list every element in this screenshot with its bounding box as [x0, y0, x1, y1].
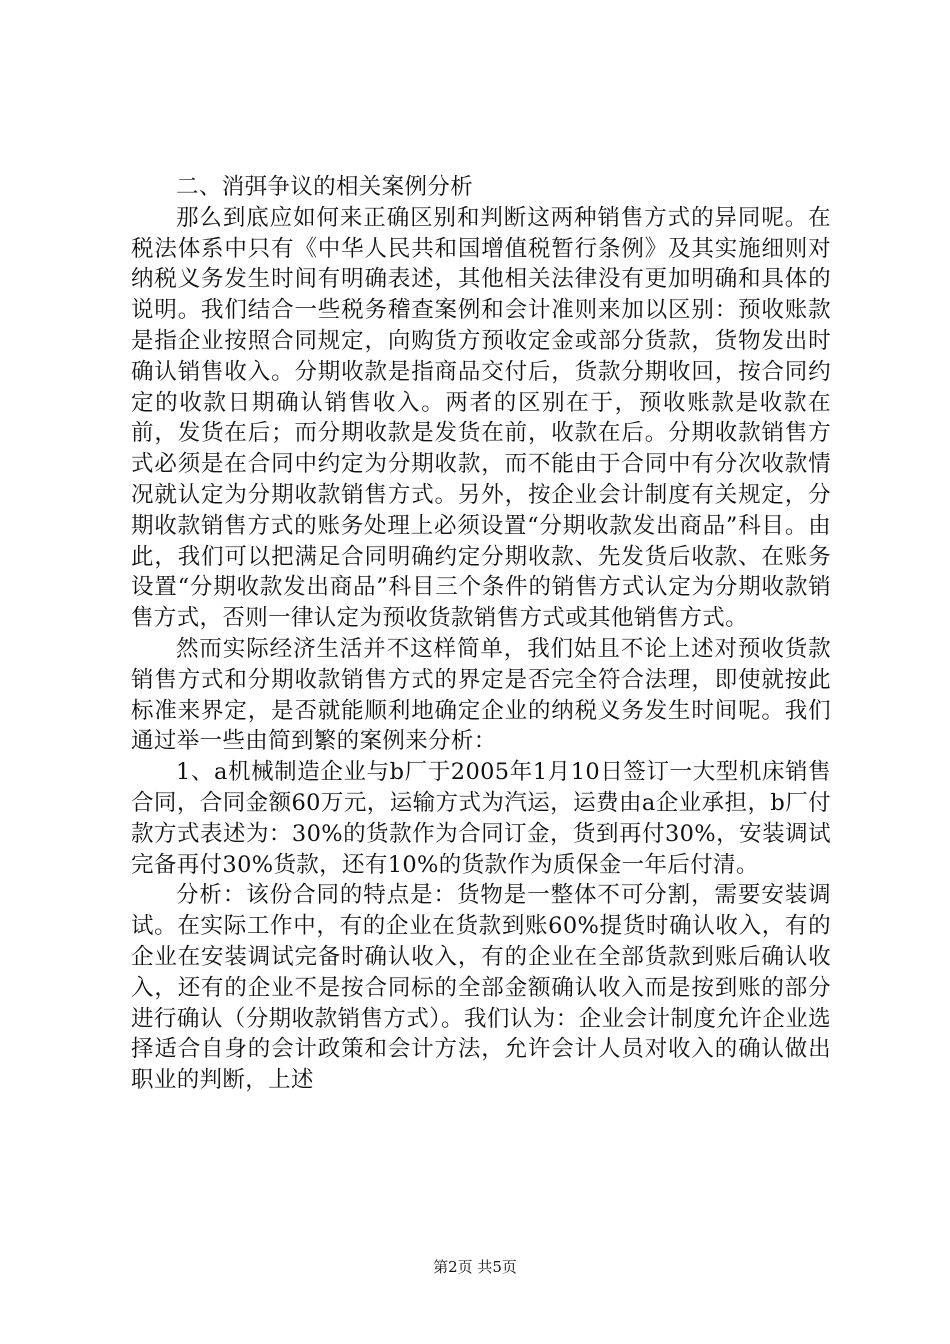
- paragraph-definition: 那么到底应如何来正确区别和判断这两种销售方式的异同呢。在税法体系中只有《中华人民共和国增值税暂行条例》及其实施细则对纳税义务发生时间有明确表述，其他相关法律没有更加明确和具体的说明。我们结合一些税务稽查案例和会计准则来加以区别：预收账款是指企业按照合同规定，向购货方预收定金或部分货款，货物发出时确认销售收入。分期收款是指商品交付后，货款分期收回，按合同约定的收款日期确认销售收入。两者的区别在于，预收账款是收款在前，发货在后；而分期收款是发货在前，收款在后。分期收款销售方式必须是在合同中约定为分期收款，而不能由于合同中有分次收款情况就认定为分期收款销售方式。另外，按企业会计制度有关规定，分期收款销售方式的账务处理上必须设置“分期收款发出商品”科目。由此，我们可以把满足合同明确约定分期收款、先发货后收款、在账务设置“分期收款发出商品”科目三个条件的销售方式认定为分期收款销售方式，否则一律认定为预收货款销售方式或其他销售方式。: [131, 204, 831, 632]
- paragraph-analysis: 分析：该份合同的特点是：货物是一整体不可分割，需要安装调试。在实际工作中，有的企业在货款到账60%提货时确认收入，有的企业在安装调试完备时确认收入，有的企业在全部货款到账后确认收入，还有的企业不是按合同标的全部金额确认收入而是按到账的部分进行确认（分期收款销售方式）。我们认为：企业会计制度允许企业选择适合自身的会计政策和会计方法，允许会计人员对收入的确认做出职业的判断，上述: [131, 882, 831, 1094]
- document-body: [131, 172, 831, 1096]
- paragraph-case-1: 1、a机械制造企业与b厂于2005年1月10日签订一大型机床销售合同，合同金额60万元，运输方式为汽运，运费由a企业承担，b厂付款方式表述为：30%的货款作为合同订金，货到再付30%，安装调试完备再付30%货款，还有10%的货款作为质保金一年后付清。: [131, 759, 831, 878]
- page-number-footer: 第2页 共5页: [433, 1258, 517, 1276]
- section-heading: 二、消弭争议的相关案例分析: [176, 174, 474, 200]
- paragraph-reality: 然而实际经济生活并不这样简单，我们姑且不论上述对预收货款销售方式和分期收款销售方式的界定是否完全符合法理，即使就按此标准来界定，是否就能顺利地确定企业的纳税义务发生时间呢。我们通过举一些由简到繁的案例来分析：: [131, 635, 831, 755]
